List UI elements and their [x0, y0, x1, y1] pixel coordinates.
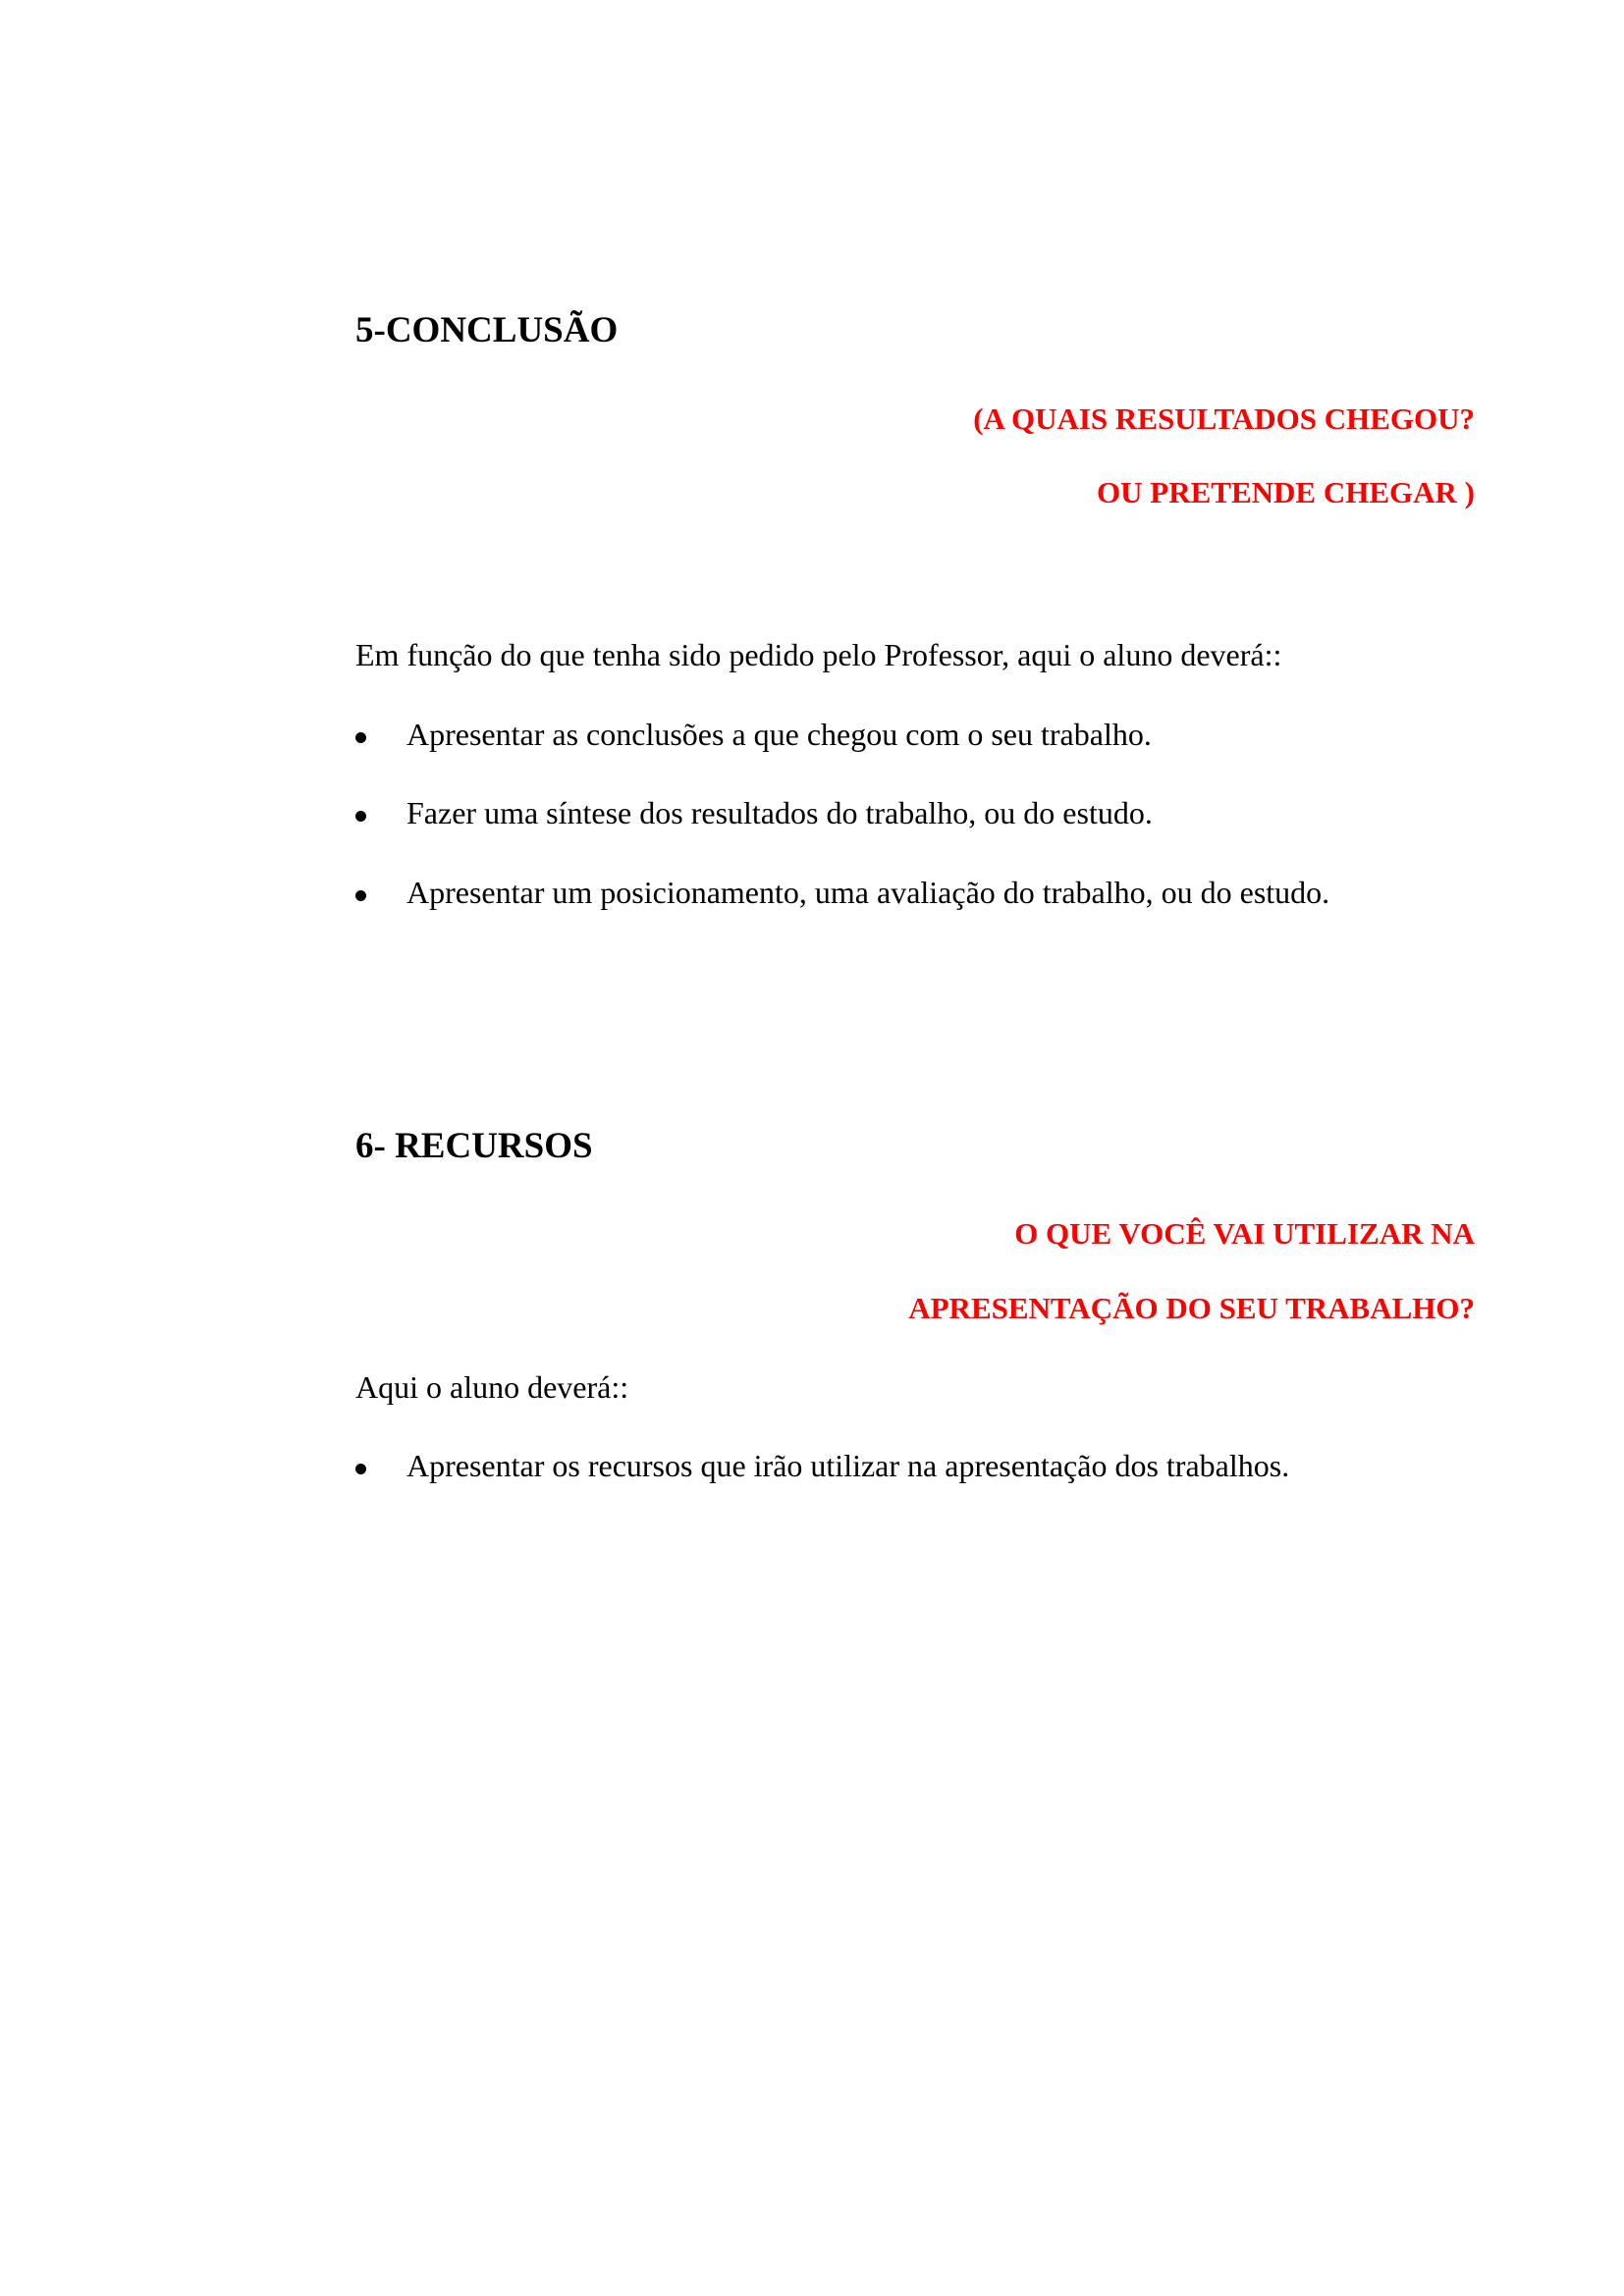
list-item-text: Apresentar os recursos que irão utilizar na apresentação dos trabalhos.: [406, 1448, 1290, 1483]
section-heading-conclusao: 5-CONCLUSÃO: [355, 310, 619, 350]
bullet-icon: [355, 1464, 366, 1474]
section-intro: Aqui o aluno deverá::: [355, 1369, 629, 1405]
bullet-icon: [355, 890, 366, 901]
red-note-line: APRESENTAÇÃO DO SEU TRABALHO?: [908, 1291, 1475, 1325]
red-note-line: OU PRETENDE CHEGAR ): [1097, 475, 1475, 509]
bullet-icon: [355, 811, 366, 822]
bullet-icon: [355, 732, 366, 743]
red-note-line: O QUE VOCÊ VAI UTILIZAR NA: [1014, 1216, 1475, 1251]
section-intro: Em função do que tenha sido pedido pelo Professor, aqui o aluno deverá::: [355, 637, 1282, 672]
red-note-line: (A QUAIS RESULTADOS CHEGOU?: [973, 401, 1475, 436]
section-heading-recursos: 6- RECURSOS: [355, 1126, 593, 1166]
list-item-text: Apresentar as conclusões a que chegou com o seu trabalho.: [406, 717, 1152, 752]
list-item-text: Apresentar um posicionamento, uma avaliação do trabalho, ou do estudo.: [406, 875, 1330, 910]
list-item-text: Fazer uma síntese dos resultados do trabalho, ou do estudo.: [406, 795, 1153, 830]
